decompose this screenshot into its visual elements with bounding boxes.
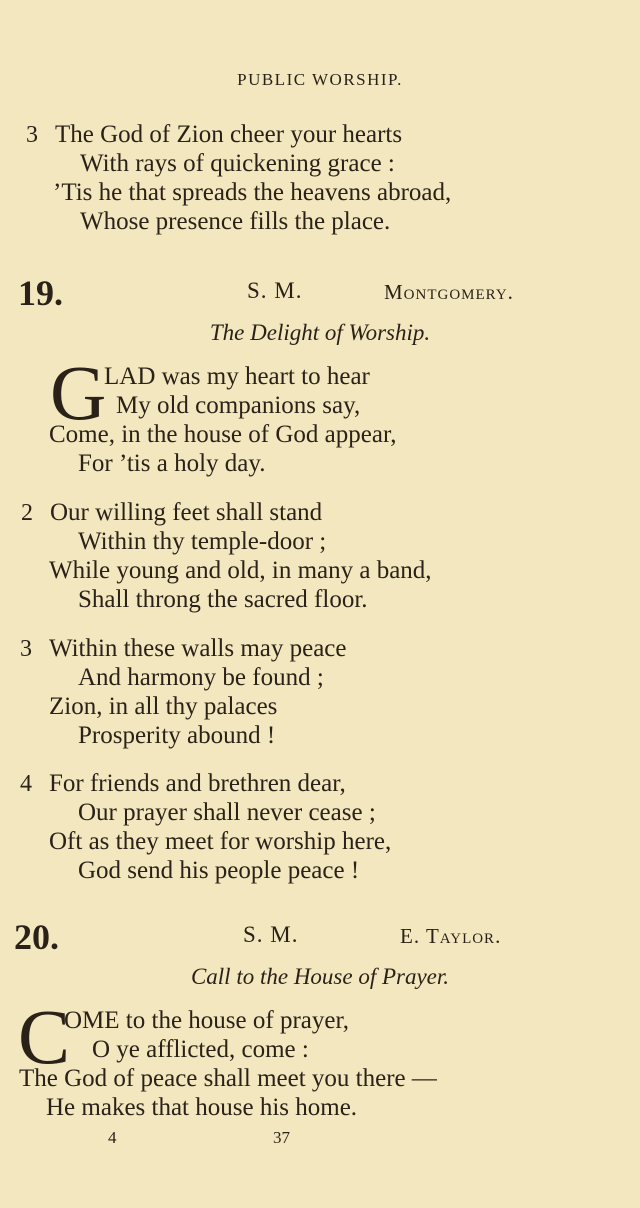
running-head: PUBLIC WORSHIP.	[237, 70, 403, 89]
verse-number: 3	[20, 636, 32, 662]
verse-line: My old companions say,	[116, 392, 361, 419]
verse-line: Prosperity abound !	[78, 722, 276, 749]
drop-cap: G	[50, 349, 107, 436]
verse-number: 4	[20, 771, 32, 797]
verse-line: For friends and brethren dear,	[49, 770, 346, 797]
verse-line: Our willing feet shall stand	[50, 499, 323, 526]
hymn-title: The Delight of Worship.	[209, 320, 431, 345]
verse-line: He makes that house his home.	[46, 1094, 358, 1121]
verse-line: The God of Zion cheer your hearts	[55, 121, 403, 148]
verse-line: While young and old, in many a band,	[49, 557, 432, 584]
verse-line: OME to the house of prayer,	[64, 1007, 350, 1034]
drop-cap: C	[18, 993, 71, 1080]
signature-mark: 4	[108, 1128, 117, 1147]
verse-number: 3	[26, 122, 38, 148]
verse-line: Within these walls may peace	[49, 635, 347, 662]
hymn-meter: S. M.	[243, 922, 299, 947]
verse-line: O ye afflicted, come :	[92, 1036, 309, 1063]
verse-line: Our prayer shall never cease ;	[78, 799, 376, 826]
page-number: 37	[273, 1128, 290, 1147]
hymn-meter: S. M.	[247, 278, 303, 303]
hymn-author: E. Taylor.	[400, 924, 502, 948]
hymn-number: 20.	[14, 917, 59, 957]
verse-line: And harmony be found ;	[78, 664, 324, 691]
verse-number: 2	[21, 500, 33, 526]
verse-line: Whose presence fills the place.	[80, 208, 391, 235]
verse-line: ’Tis he that spreads the heavens abroad,	[53, 179, 452, 206]
hymn-number: 19.	[18, 273, 63, 313]
verse-line: Oft as they meet for worship here,	[49, 828, 392, 855]
verse-line: Within thy temple-door ;	[78, 528, 327, 555]
verse-line: For ’tis a holy day.	[78, 450, 266, 477]
verse-line: Come, in the house of God appear,	[49, 421, 397, 448]
verse-line: Zion, in all thy palaces	[49, 693, 278, 720]
hymn-author: Montgomery.	[384, 280, 514, 304]
hymn-title: Call to the House of Prayer.	[190, 964, 450, 989]
verse-line: LAD was my heart to hear	[104, 363, 370, 390]
verse-line: God send his people peace !	[78, 857, 360, 884]
verse-line: With rays of quickening grace :	[80, 150, 395, 177]
verse-line: The God of peace shall meet you there —	[19, 1065, 437, 1092]
verse-line: Shall throng the sacred floor.	[78, 586, 368, 613]
